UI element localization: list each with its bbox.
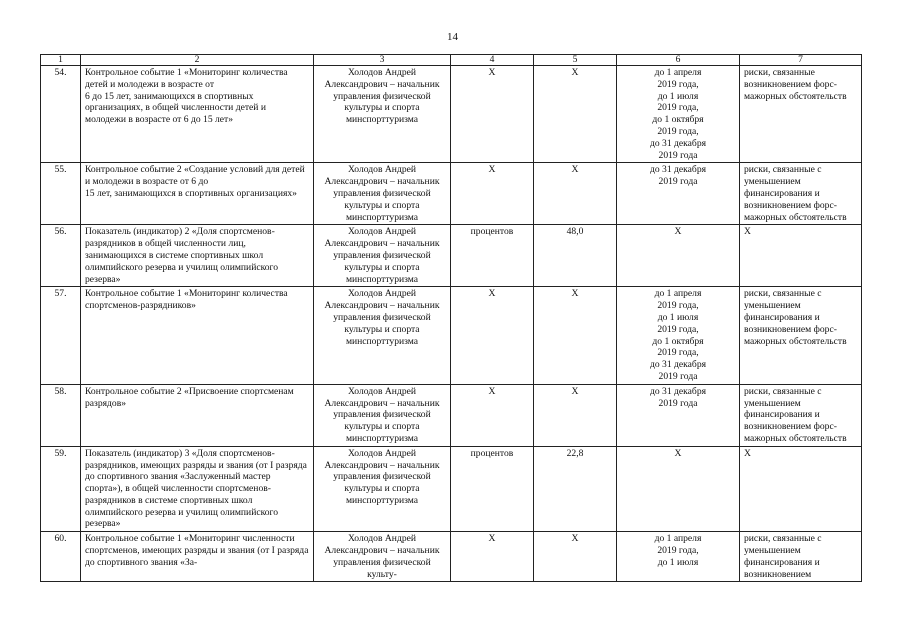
deadline: Х <box>617 446 740 532</box>
responsible-person: Холодов Андрей Александрович – начальник управления физической культуры и спорта минспорттуризма <box>314 287 451 384</box>
responsible-person: Холодов Андрей Александрович – начальник управления физической культуры и спорта минспорттуризма <box>314 66 451 163</box>
table-row <box>41 446 862 532</box>
deadline: Х <box>617 225 740 287</box>
responsible-person: Холодов Андрей Александрович – начальник управления физической культуры и спорта минспорттуризма <box>314 163 451 225</box>
row-number: 56. <box>41 225 81 287</box>
unit: процентов <box>451 446 534 532</box>
row-number: 54. <box>41 66 81 163</box>
deadline: до 1 апреля 2019 года, до 1 июля <box>617 532 740 582</box>
row-number: 55. <box>41 163 81 225</box>
unit: процентов <box>451 225 534 287</box>
risks: риски, связанные с уменьшением финансирования и возникновением форс-мажорных обстоятельств <box>740 384 862 446</box>
row-number: 57. <box>41 287 81 384</box>
responsible-person: Холодов Андрей Александрович – начальник управления физической культуры и спорта минспорттуризма <box>314 384 451 446</box>
column-number: 3 <box>314 55 451 66</box>
column-number: 4 <box>451 55 534 66</box>
risks: риски, связанные с уменьшением финансирования и возникновением форс-мажорных обстоятельств <box>740 287 862 384</box>
table-row <box>41 384 862 446</box>
column-number: 5 <box>534 55 617 66</box>
event-name: Показатель (индикатор) 2 «Доля спортсменов-разрядников в общей численности лиц, занимающихся в системе спортивных школ олимпийского резерва и училищ олимпийского резерва» <box>81 225 314 287</box>
unit: Х <box>451 287 534 384</box>
unit: Х <box>451 66 534 163</box>
risks: риски, связанные с уменьшением финансирования и возникновением форс-мажорных обстоятельств <box>740 163 862 225</box>
deadline: до 31 декабря 2019 года <box>617 163 740 225</box>
table-row <box>41 532 862 582</box>
table-row <box>41 287 862 384</box>
value: Х <box>534 66 617 163</box>
value: 48,0 <box>534 225 617 287</box>
risks: риски, связанные с уменьшением финансирования и возникновением <box>740 532 862 582</box>
row-number: 60. <box>41 532 81 582</box>
event-name: Контрольное событие 1 «Мониторинг численности спортсменов, имеющих разряды и звания (от I разряда до спортивного звания «За- <box>81 532 314 582</box>
column-number: 2 <box>81 55 314 66</box>
responsible-person: Холодов Андрей Александрович – начальник управления физической культуры и спорта минспорттуризма <box>314 446 451 532</box>
row-number: 59. <box>41 446 81 532</box>
page-number: 14 <box>447 31 458 43</box>
risks: Х <box>740 225 862 287</box>
event-name: Контрольное событие 1 «Мониторинг количества детей и молодежи в возрасте от 6 до 15 лет, занимающихся в спортивных организациях, в общей численности детей и молодежи в возрасте от 6 до 15 лет» <box>81 66 314 163</box>
event-name: Контрольное событие 2 «Создание условий для детей и молодежи в возрасте от 6 до 15 лет, занимающихся в спортивных организациях» <box>81 163 314 225</box>
value: Х <box>534 532 617 582</box>
row-number: 58. <box>41 384 81 446</box>
deadline: до 1 апреля 2019 года, до 1 июля 2019 года, до 1 октября 2019 года, до 31 декабря 2019 года <box>617 66 740 163</box>
deadline: до 1 апреля 2019 года, до 1 июля 2019 года, до 1 октября 2019 года, до 31 декабря 2019 года <box>617 287 740 384</box>
event-name: Показатель (индикатор) 3 «Доля спортсменов-разрядников, имеющих разряды и звания (от I разряда до спортивного звания «Заслуженный мастер спорта»), в общей численности спортсменов-разрядников в системе спортивных школ олимпийского резерва и училищ олимпийского резерва» <box>81 446 314 532</box>
deadline: до 31 декабря 2019 года <box>617 384 740 446</box>
column-number: 7 <box>740 55 862 66</box>
value: Х <box>534 287 617 384</box>
unit: Х <box>451 384 534 446</box>
unit: Х <box>451 532 534 582</box>
table-row <box>41 225 862 287</box>
value: Х <box>534 384 617 446</box>
column-number-row <box>41 55 862 66</box>
table-row <box>41 66 862 163</box>
event-name: Контрольное событие 2 «Присвоение спортсменам разрядов» <box>81 384 314 446</box>
responsible-person: Холодов Андрей Александрович – начальник управления физической культу- <box>314 532 451 582</box>
value: Х <box>534 163 617 225</box>
risks: Х <box>740 446 862 532</box>
table-row <box>41 163 862 225</box>
column-number: 1 <box>41 55 81 66</box>
value: 22,8 <box>534 446 617 532</box>
unit: Х <box>451 163 534 225</box>
responsible-person: Холодов Андрей Александрович – начальник управления физической культуры и спорта минспорттуризма <box>314 225 451 287</box>
column-number: 6 <box>617 55 740 66</box>
plan-table <box>40 54 862 582</box>
risks: риски, связанные возникновением форс-мажорных обстоятельств <box>740 66 862 163</box>
event-name: Контрольное событие 1 «Мониторинг количества спортсменов-разрядников» <box>81 287 314 384</box>
